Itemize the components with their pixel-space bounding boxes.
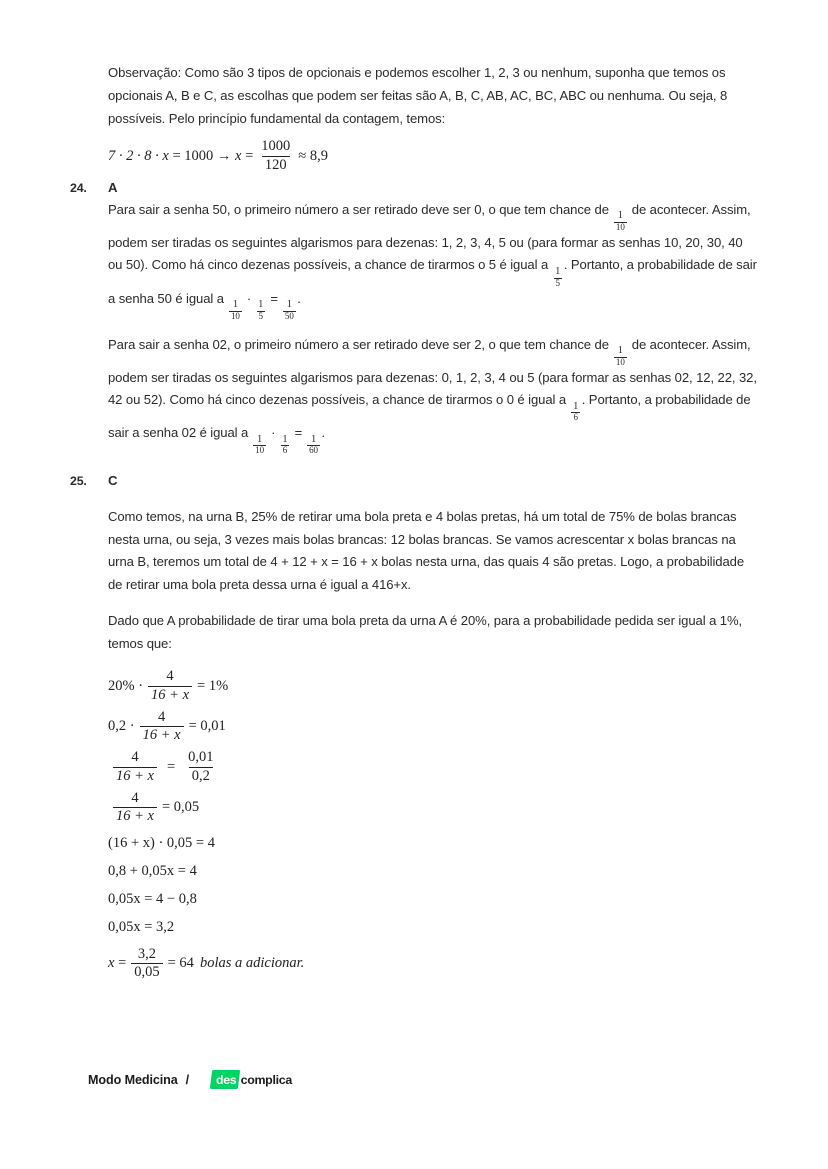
equation-equals: = [166, 758, 176, 775]
inline-fraction [256, 300, 265, 321]
fraction-numerator: 1 [310, 433, 317, 445]
equation-6 [70, 863, 760, 880]
equation-text: (16 + x) · 0,05 = 4 [108, 835, 215, 852]
fraction-denominator: 16 + x [113, 767, 157, 784]
fraction-numerator: 1 [282, 433, 288, 445]
fraction-denominator: 120 [262, 156, 290, 173]
fraction-numerator: 0,01 [188, 749, 214, 766]
fraction-denominator: 16 + x [113, 807, 157, 824]
fraction-numerator: 4 [131, 789, 139, 806]
fraction-numerator: 3,2 [137, 946, 156, 963]
answer-letter: C [108, 473, 118, 489]
fraction-denominator: 10 [615, 356, 625, 367]
equation-1 [70, 669, 760, 702]
fraction-denominator: 0,2 [189, 767, 213, 784]
answer-letter: A [108, 179, 118, 195]
equation-3 [70, 750, 760, 783]
fraction-denominator: 10 [615, 221, 625, 232]
footer-brand: Modo Medicina [88, 1072, 178, 1087]
fraction-denominator: 10 [255, 445, 265, 456]
inline-fraction [229, 300, 242, 321]
fraction-denominator: 16 + x [140, 726, 184, 743]
fraction-numerator: 4 [157, 708, 166, 725]
descomplica-logo[interactable] [211, 1070, 292, 1089]
equation-7 [70, 891, 760, 908]
logo-badge [210, 1070, 241, 1089]
equation-rhs: = 0,05 [161, 799, 200, 816]
fraction-numerator: 1 [617, 345, 623, 357]
fraction-denominator: 6 [282, 445, 288, 456]
intro-equation-lhs: 7 · 2 · 8 · x = 1000 → x = [108, 147, 254, 164]
equation-rhs: = 64 [167, 955, 194, 972]
inline-fraction [283, 300, 296, 321]
equation-fraction-left [113, 750, 157, 783]
equation-fraction-right [185, 750, 216, 783]
fraction-denominator: 5 [555, 277, 560, 288]
inline-fraction [614, 346, 627, 367]
inline-fraction [280, 435, 289, 456]
equation-text: 0,05x = 4 − 0,8 [108, 891, 197, 908]
fraction-denominator: 5 [258, 310, 263, 321]
fraction-numerator: 1 [573, 400, 579, 412]
document-content [70, 62, 760, 988]
equation-8 [70, 919, 760, 936]
answer-25-paragraph-2: Dado que A probabilidade de tirar uma bola preta da urna A é 20%, para a probabilidade pedida ser igual a 1%, temos que: [108, 613, 743, 651]
answer-24-paragraph-2: Para sair a senha 02, o primeiro número a ser retirado deve ser 2, o que tem chance de $\frac{1}{10}$ de acontecer. Assim, podem ser tiradas os seguintes algarismos para dezenas: 0, 1, 2, 3, 4 ou 5 (para formar as senhas 02, 12, 22, 32, 42 ou 52). Como há cinco dezenas possíveis, a chance de tirarmos o 0 é igual a $\frac{1}{6}$ . Portanto, a probabilidade de sair a senha 02 é igual a $\frac{1}{10}$ · $\frac{1}{6}$ = $\frac{1}{60}$ . [108, 336, 757, 456]
inline-fraction [307, 435, 320, 456]
equation-fraction [113, 791, 157, 824]
footer-separator: / [185, 1072, 190, 1087]
answer-heading-24 [70, 180, 760, 195]
intro-paragraph: Observação: Como são 3 tipos de opcionais e podemos escolher 1, 2, 3 ou nenhum, suponha que temos os opcionais A, B e C, as escolhas que podem ser feitas são A, B, C, AB, AC, BC, ABC ou nenhuma. Ou seja, 8 possíveis. Pelo princípio fundamental da contagem, temos: [108, 65, 728, 126]
fraction-numerator: 1 [257, 433, 263, 445]
equation-rhs: = 0,01 [188, 718, 226, 735]
fraction-denominator: 10 [230, 310, 240, 321]
intro-equation-rhs: ≈ 8,9 [298, 147, 328, 164]
equation-9 [70, 947, 760, 980]
logo-badge-text: des [215, 1072, 237, 1087]
equation-text: 0,05x = 3,2 [108, 919, 175, 936]
inline-fraction [614, 211, 627, 232]
inline-fraction [253, 435, 266, 456]
intro-equation-fraction [258, 139, 293, 172]
equation-fraction [140, 710, 184, 743]
equation-4 [70, 791, 760, 824]
equation-rhs: = 1% [197, 677, 229, 694]
fraction-denominator: 0,05 [131, 963, 162, 980]
intro-equation [70, 139, 760, 172]
answer-25-paragraph-1: Como temos, na urna B, 25% de retirar uma bola preta e 4 bolas pretas, há um total de 75% de bolas brancas nesta urna, ou seja, 3 vezes mais bolas brancas: 12 bolas brancas. Se vamos acrescentar x bolas brancas na urna B, teremos um total de 4 + 12 + x = 16 + x bolas nesta urna, das quais 4 são pretas. Logo, a probabilidade de retirar uma bola preta dessa urna é igual a 416+x. [108, 509, 745, 592]
fraction-numerator: 1 [286, 299, 292, 311]
fraction-denominator: 50 [284, 310, 294, 321]
answer-number: 25. [70, 474, 87, 489]
equation-lhs: 20% · [108, 677, 144, 694]
fraction-numerator: 1 [555, 266, 561, 278]
fraction-denominator: 60 [309, 445, 318, 456]
fraction-denominator: 6 [573, 412, 578, 423]
equation-lhs: 0,2 · [108, 718, 135, 735]
logo-word: complica [240, 1072, 292, 1087]
equation-italic-tail: bolas a adicionar. [199, 955, 305, 972]
fraction-denominator: 16 + x [148, 686, 192, 703]
fraction-numerator: 1 [232, 299, 238, 311]
equation-fraction [131, 947, 162, 980]
answer-number: 24. [70, 180, 87, 195]
fraction-numerator: 4 [166, 668, 174, 685]
inline-fraction [553, 267, 562, 288]
equation-lhs: x = [108, 955, 127, 972]
footer [88, 1070, 292, 1089]
answer-heading-25 [70, 473, 760, 488]
fraction-numerator: 4 [131, 749, 139, 766]
fraction-numerator: 1000 [261, 138, 291, 155]
equation-5 [70, 835, 760, 852]
equation-fraction [148, 669, 192, 702]
fraction-numerator: 1 [258, 299, 264, 311]
inline-fraction [571, 402, 580, 423]
equation-text: 0,8 + 0,05x = 4 [108, 863, 197, 880]
answer-24-paragraph-1: Para sair a senha 50, o primeiro número a ser retirado deve ser 0, o que tem chance de $\frac{1}{10}$ de acontecer. Assim, podem ser tiradas os seguintes algarismos para dezenas: 1, 2, 3, 4, 5 ou (para formar as senhas 10, 20, 30, 40 ou 50). Como há cinco dezenas possíveis, a chance de tirarmos o 5 é igual a $\frac{1}{5}$ . Portanto, a probabilidade de sair a senha 50 é igual a $\frac{1}{10}$ · $\frac{1}{5}$ = $\frac{1}{50}$ . [108, 201, 757, 321]
fraction-numerator: 1 [617, 210, 623, 222]
equation-2 [70, 710, 760, 743]
